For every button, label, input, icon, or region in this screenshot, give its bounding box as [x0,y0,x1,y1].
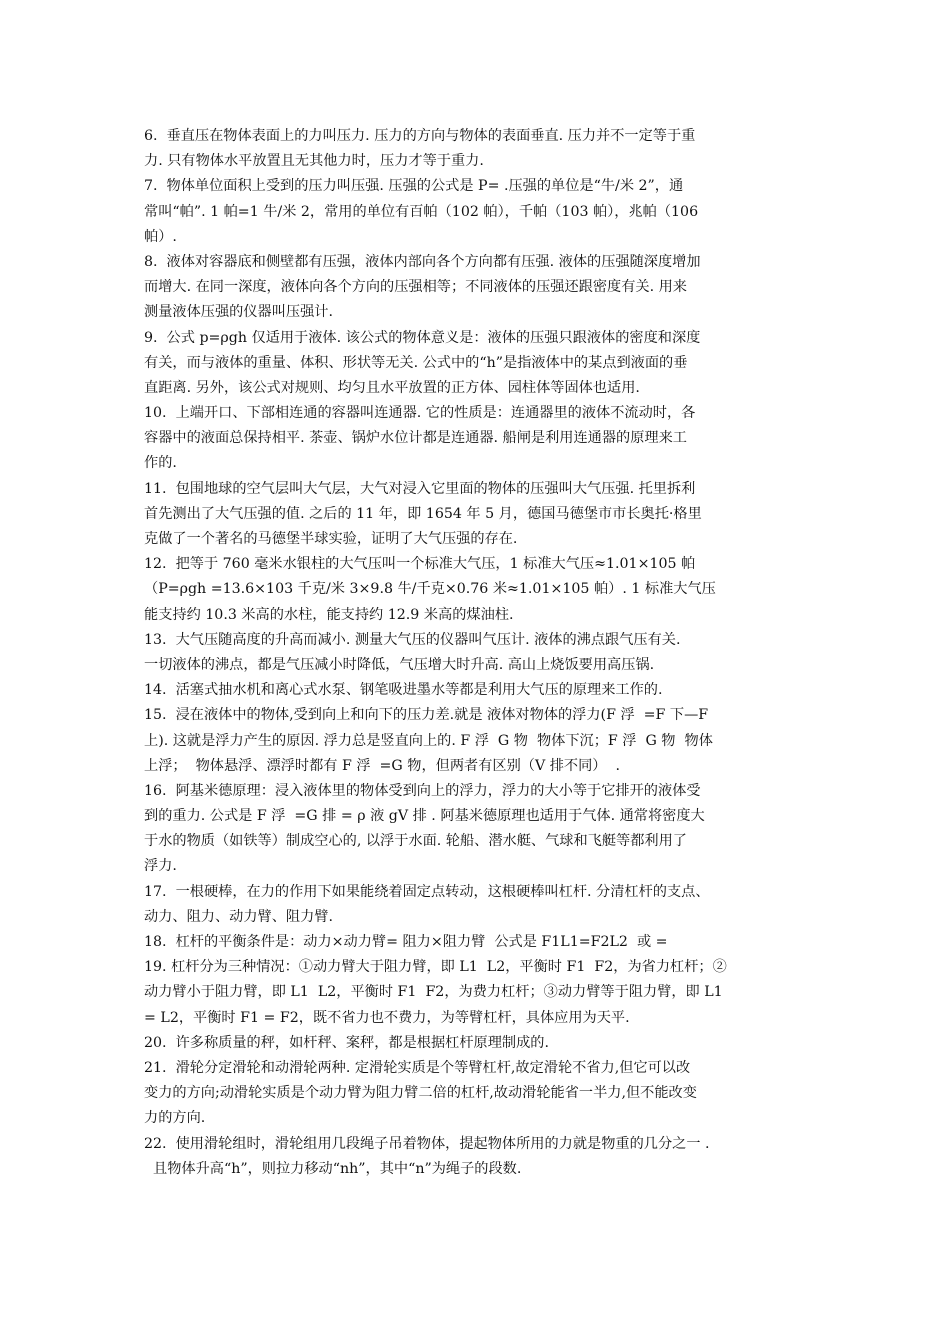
text-line: 力的方向. [144,1110,206,1127]
text-line: 19. 杠杆分为三种情况：①动力臂大于阻力臂，即 L1 L2，平衡时 F1 F2，为省力杠杆；② [144,959,727,976]
text-line: 14. 活塞式抽水机和离心式水泵、钢笔吸进墨水等都是利用大气压的原理来工作的. [144,682,663,699]
text-line: 6. 垂直压在物体表面上的力叫压力. 压力的方向与物体的表面垂直. 压力并不一定等于重 [144,128,696,144]
text-line: 10. 上端开口、下部相连通的容器叫连通器. 它的性质是：连通器里的液体不流动时，各 [144,405,696,422]
paragraph [144,326,814,402]
text-line: 22. 使用滑轮组时，滑轮组用几段绳子吊着物体，提起物体所用的力就是物重的几分之一 . [144,1135,710,1152]
text-line: 变力的方向;动滑轮实质是个动力臂为阻力臂二倍的杠杆,故动滑轮能省一半力,但不能改变 [144,1085,697,1102]
paragraph [144,930,814,955]
paragraph [144,401,814,477]
paragraph [144,552,814,628]
text-line: 16. 阿基米德原理：浸入液体里的物体受到向上的浮力，浮力的大小等于它排开的液体受 [144,782,701,799]
paragraph [144,250,814,326]
text-line: 力. 只有物体水平放置且无其他力时，压力才等于重力. [144,153,484,170]
paragraph [144,1056,814,1132]
text-line: 动力臂小于阻力臂，即 L1 L2，平衡时 F1 F2，为费力杠杆；③动力臂等于阻力臂，即 L1 [144,984,723,1001]
text-line: = L2，平衡时 F1 = F2，既不省力也不费力，为等臂杠杆，具体应用为天平. [144,1009,630,1026]
text-line: 而增大. 在同一深度，液体向各个方向的压强相等；不同液体的压强还跟密度有关. 用来 [144,279,687,296]
text-line: 帕）. [144,228,177,245]
text-line: 直距离. 另外，该公式对规则、均匀且水平放置的正方体、园柱体等固体也适用. [144,379,640,396]
text-line: 上浮； 物体悬浮、漂浮时都有 F 浮 =G 物，但两者有区别（V 排不同） . [144,757,620,774]
paragraph [144,124,814,174]
text-line: 到的重力. 公式是 F 浮 =G 排 = ρ 液 gV 排 . 阿基米德原理也适用于气体. 通常将密度大 [144,808,705,825]
text-line: 20. 许多称质量的秤，如杆秤、案秤，都是根据杠杆原理制成的. [144,1034,549,1051]
text-line: 浮力. [144,858,177,875]
paragraph [144,880,814,930]
text-line: 上). 这就是浮力产生的原因. 浮力总是竖直向上的. F 浮 G 物 物体下沉；F 浮 G 物 物体 [144,732,713,749]
text-line: 作的. [144,455,177,472]
text-line: 17. 一根硬棒，在力的作用下如果能绕着固定点转动，这根硬棒叫杠杆. 分清杠杆的支点、 [144,883,710,900]
text-line: 测量液体压强的仪器叫压强计. [144,304,333,321]
text-line: 18. 杠杆的平衡条件是：动力×动力臂= 阻力×阻力臂 公式是 F1L1=F2L2 或 = [144,934,668,950]
text-line: 能支持约 10.3 米高的水柱，能支持约 12.9 米高的煤油柱. [144,606,514,623]
paragraph [144,477,814,553]
text-line: 13. 大气压随高度的升高而减小. 测量大气压的仪器叫气压计. 液体的沸点跟气压有关. [144,631,681,648]
text-line: 8. 液体对容器底和侧壁都有压强，液体内部向各个方向都有压强. 液体的压强随深度增加 [144,253,701,270]
text-line: 容器中的液面总保持相平. 茶壶、锅炉水位计都是连通器. 船闸是利用连通器的原理来工 [144,430,687,447]
text-line: 有关，而与液体的重量、体积、形状等无关. 公式中的“h”是指液体中的某点到液面的垂 [144,354,688,371]
text-line: 15. 浸在液体中的物体,受到向上和向下的压力差.就是 液体对物体的浮力(F 浮 =F 下—F [144,707,709,724]
text-line: 于水的物质（如铁等）制成空心的, 以浮于水面. 轮船、潜水艇、气球和飞艇等都利用了 [144,833,687,850]
paragraph [144,955,814,1031]
text-line: 克做了一个著名的马德堡半球实验，证明了大气压强的存在. [144,531,518,547]
text-line: 12. 把等于 760 毫米水银柱的大气压叫一个标准大气压，1 标准大气压≈1.01×105 帕 [144,556,696,573]
paragraph [144,174,814,250]
text-line: 21. 滑轮分定滑轮和动滑轮两种. 定滑轮实质是个等臂杠杆,故定滑轮不省力,但它可以改 [144,1059,691,1076]
paragraph [144,678,814,703]
text-line: 7. 物体单位面积上受到的压力叫压强. 压强的公式是 P= .压强的单位是“牛/米 2”，通 [144,178,684,195]
paragraph [144,1132,814,1182]
text-line: 9. 公式 p=ρgh 仅适用于液体. 该公式的物体意义是：液体的压强只跟液体的密度和深度 [144,329,701,346]
text-line: 11. 包围地球的空气层叫大气层，大气对浸入它里面的物体的压强叫大气压强. 托里拆利 [144,480,696,497]
text-line: （P=ρgh =13.6×103 千克/米 3×9.8 牛/千克×0.76 米≈1.01×105 帕）. 1 标准大气压 [144,581,716,598]
text-line: 且物体升高“h”，则拉力移动“nh”，其中“n”为绳子的段数. [144,1160,522,1177]
text-line: 常叫“帕”. 1 帕=1 牛/米 2，常用的单位有百帕（102 帕），千帕（103 帕），兆帕（106 [144,203,699,220]
text-line: 首先测出了大气压强的值. 之后的 11 年，即 1654 年 5 月，德国马德堡市市长奥托·格里 [144,505,702,522]
paragraph [144,628,814,678]
paragraph [144,703,814,779]
document-body [144,124,814,1182]
paragraph [144,1031,814,1056]
text-line: 一切液体的沸点，都是气压减小时降低，气压增大时升高. 高山上烧饭要用高压锅. [144,656,655,673]
paragraph [144,779,814,880]
text-line: 动力、阻力、动力臂、阻力臂. [144,908,333,925]
